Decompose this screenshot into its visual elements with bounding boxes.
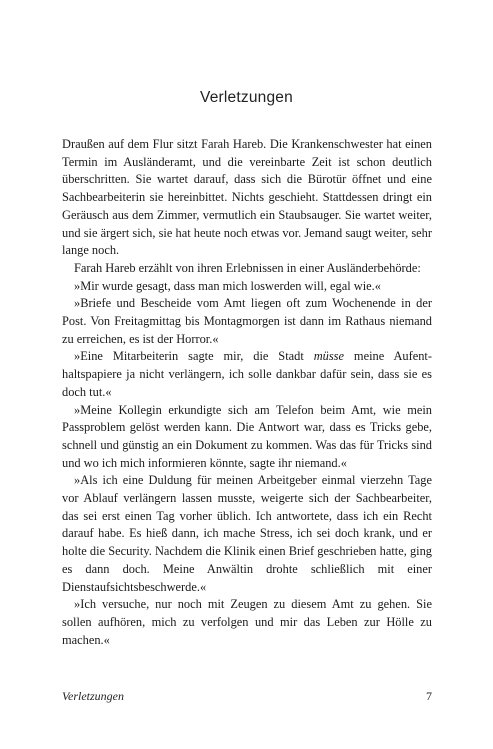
paragraph: Farah Hareb erzählt von ihren Erlebnissen in einer Ausländerbehörde: xyxy=(74,260,421,275)
quote-paragraph: »Als ich eine Duldung für meinen Arbeitgeber einmal vierzehn Tage vor Ablauf verlängern lassen musste, weigerte sich der Sachbearbeiter, das sei erst einen Tag vorher üblich. Ich antwortete, dass ich ein Recht darauf habe. Es hieß dann, ich mache Stress, ich sei doch krank, und er holte die Security. Nachdem die Klinik einen Brief geschrieben hatte, ging es dann doch. Meine Anwältin drohte schließlich mit einer Dienstaufsichtsbeschwerde.« xyxy=(62,473,432,594)
emphasized-word: müsse xyxy=(313,349,344,364)
quote-paragraph: »Ich versuche, nur noch mit Zeugen zu diesem Amt zu gehen. Sie sollen aufhören, mich zu verfolgen und mir das Leben zur Hölle zu machen.« xyxy=(62,597,432,647)
running-title: Verletzungen xyxy=(62,689,124,703)
quote-paragraph: »Briefe und Bescheide vom Amt liegen oft zum Wochenende in der Post. Von Freitagmittag bis Montagmorgen ist dann im Rathaus niemand zu erreichen, es ist der Horror.« xyxy=(62,296,432,346)
page-footer xyxy=(62,689,432,704)
quote-text: meine Aufenthaltspapiere ja nicht verlängern, ich solle dankbar dafür sein, dass sie es doch tut.« xyxy=(62,349,432,399)
quote-text: »Eine Mitarbeiterin sagte mir, die Stadt xyxy=(74,349,314,364)
chapter-body xyxy=(62,136,432,649)
quote-paragraph: »Meine Kollegin erkundigte sich am Telefon beim Amt, wie mein Passproblem gelöst werden kann. Die Antwort war, dass es Tricks gebe, schnell und günstig an ein Dokument zu kommen. Was das für Tricks sind und wo ich mich informieren könnte, sagte ihr niemand.« xyxy=(62,402,432,470)
chapter-title: Verletzungen xyxy=(200,89,293,106)
quote-paragraph xyxy=(62,348,432,401)
paragraph: Draußen auf dem Flur sitzt Farah Hareb. Die Krankenschwester hat einen Termin im Ausländeramt, und die vereinbarte Zeit ist schon deutlich überschritten. Sie wartet darauf, dass sich die Bürotür öffnet und eine Sachbearbeiterin sie hereinbittet. Nichts geschieht. Stattdessen dringt ein Geräusch aus dem Zimmer, vermutlich ein Staubsauger. Sie wartet weiter, und sie ärgert sich, sie hat heute noch etwas vor. Jemand saugt weiter, sehr lange noch. xyxy=(62,137,432,258)
page-number: 7 xyxy=(426,689,432,703)
quote-paragraph: »Mir wurde gesagt, dass man mich loswerden will, egal wie.« xyxy=(74,278,381,293)
